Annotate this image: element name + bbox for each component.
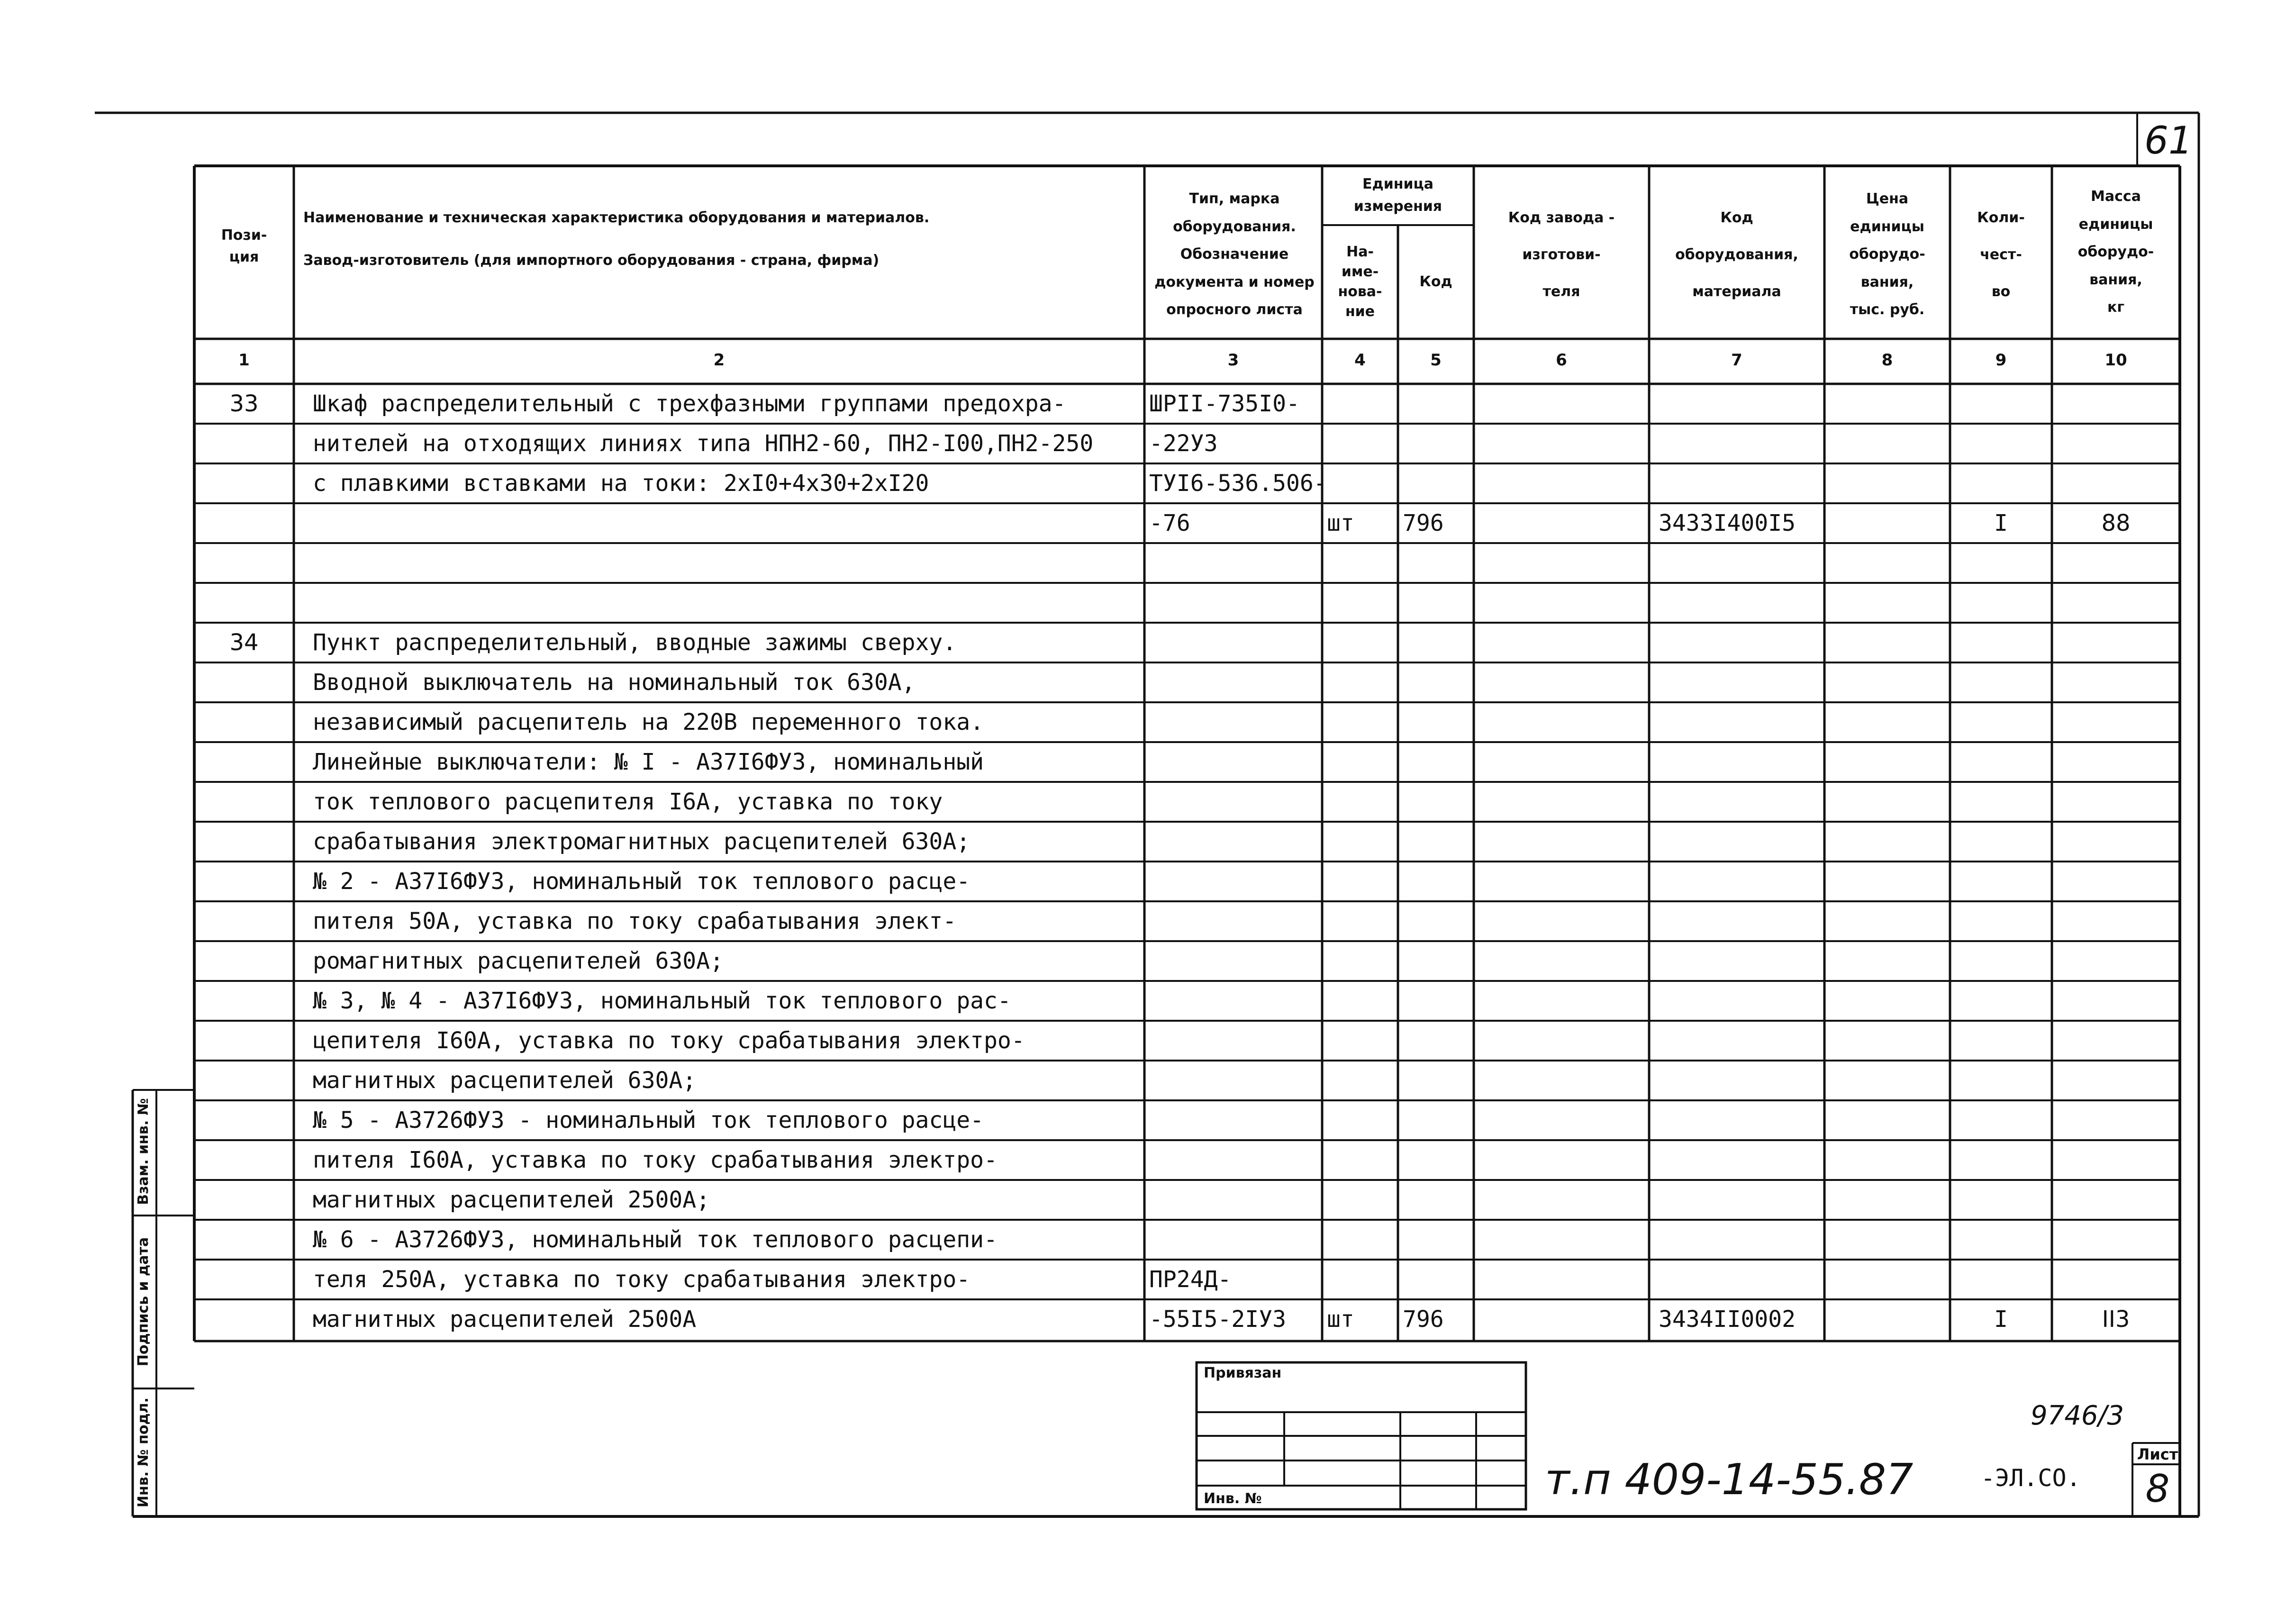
row-type: ТУI6-536.506- [1149,470,1327,497]
col-number-3: 3 [1227,351,1239,370]
row-type: -55I5-2IУ3 [1149,1306,1286,1333]
row-name: срабатывания электромагнитных расцепителей 630А; [313,828,971,855]
row-equipment-code: 3433I400I5 [1659,510,1796,536]
document-code: т.п 409-14-55.87 [1545,1455,1914,1505]
sheet-corner-number: 61 [2144,118,2193,163]
header-col9: Коли- чест- во [1977,209,2025,300]
stamp-privyazan: Привязан [1204,1365,1282,1381]
row-unit-code: 796 [1403,1306,1444,1333]
row-unit: шт [1327,1306,1354,1333]
col-number-2: 2 [713,351,725,370]
row-quantity: I [1994,1306,2008,1333]
col-number-9: 9 [1995,351,2007,370]
header-col8: Цена единицы оборудо- вания, тыс. руб. [1849,191,1925,318]
row-name: Шкаф распределительный с трехфазными группами предохра- [313,390,1066,417]
header-col6: Код завода - изготови- теля [1508,209,1615,300]
archive-number: 9746/3 [2031,1400,2124,1431]
row-name: магнитных расцепителей 630А; [313,1067,697,1094]
header-col10: Масса единицы оборудо- вания, кг [2077,188,2154,316]
row-position: 34 [229,629,259,656]
row-unit: шт [1327,510,1354,536]
row-unit-code: 796 [1403,510,1444,536]
header-col4: На- име- нова- ние [1338,244,1382,320]
header-col5: Код [1419,273,1452,290]
row-name: № 3, № 4 - А37I6ФУ3, номинальный ток теплового рас- [313,988,1011,1014]
sheet-label: Лист [2137,1445,2178,1463]
side-label-replace-inv: Взам. инв. № [135,1098,152,1205]
row-name: ромагнитных расцепителей 630А; [313,948,724,974]
row-name: магнитных расцепителей 2500А; [313,1187,710,1213]
row-name: Пункт распределительный, вводные зажимы сверху. [313,629,957,656]
row-mass: II3 [2102,1306,2130,1333]
row-type: ШРII-735I0- [1149,390,1300,417]
header-col7: Код оборудования, материала [1675,209,1798,300]
col-number-6: 6 [1556,351,1567,370]
col-number-7: 7 [1731,351,1742,370]
side-label-signature-date: Подпись и дата [135,1237,152,1367]
row-name: Линейные выключатели: № I - А37I6ФУ3, номинальный [313,749,984,775]
header-col2-line2: Завод-изготовитель (для импортного оборудования - страна, фирма) [303,252,880,269]
col-number-4: 4 [1354,351,1366,370]
side-label-inv-original: Инв. № подл. [135,1397,152,1508]
row-mass: 88 [2101,510,2131,536]
row-name: магнитных расцепителей 2500А [313,1306,697,1333]
col-number-8: 8 [1881,351,1893,370]
row-name: ток теплового расцепителя I6А, уставка по току [313,789,943,815]
row-name: теля 250А, уставка по току срабатывания электро- [313,1266,971,1293]
row-name: № 5 - А3726ФУ3 - номинальный ток теплового расце- [313,1107,984,1134]
row-name: независимый расцепитель на 220В переменного тока. [313,709,984,735]
row-type: ПР24Д- [1149,1266,1232,1293]
row-quantity: I [1994,510,2008,536]
row-name: цепителя I60А, уставка по току срабатывания электро- [313,1027,1025,1054]
row-equipment-code: 3434II0002 [1659,1306,1796,1333]
header-col1: Пози- ция [221,227,267,265]
col-number-10: 10 [2105,351,2127,370]
row-name: пителя 50А, уставка по току срабатывания элект- [313,908,957,934]
row-type: -22У3 [1149,430,1218,457]
document-suffix: -ЭЛ.СО. [1981,1464,2081,1492]
row-name: № 6 - А3726ФУ3, номинальный ток теплового расцепи- [313,1226,998,1253]
row-type: -76 [1149,510,1190,536]
row-name: нителей на отходящих линиях типа НПН2-60, ПН2-I00,ПН2-250 [313,430,1094,457]
stamp-inv-no: Инв. № [1204,1490,1262,1507]
row-position: 33 [229,390,259,417]
row-name: № 2 - А37I6ФУ3, номинальный ток теплового расце- [313,868,971,895]
col-number-5: 5 [1430,351,1442,370]
header-unit-group: Единица измерения [1353,176,1442,215]
row-name: с плавкими вставками на токи: 2xI0+4x30+2xI20 [313,470,929,497]
header-col3: Тип, марка оборудования. Обозначение документа и номер опросного листа [1154,191,1315,318]
header-col2-line1: Наименование и техническая характеристика оборудования и материалов. [303,209,930,226]
sheet-number: 8 [2145,1467,2170,1511]
row-name: пителя I60А, уставка по току срабатывания электро- [313,1147,998,1173]
row-name: Вводной выключатель на номинальный ток 630А, [313,669,916,696]
col-number-1: 1 [238,351,250,370]
